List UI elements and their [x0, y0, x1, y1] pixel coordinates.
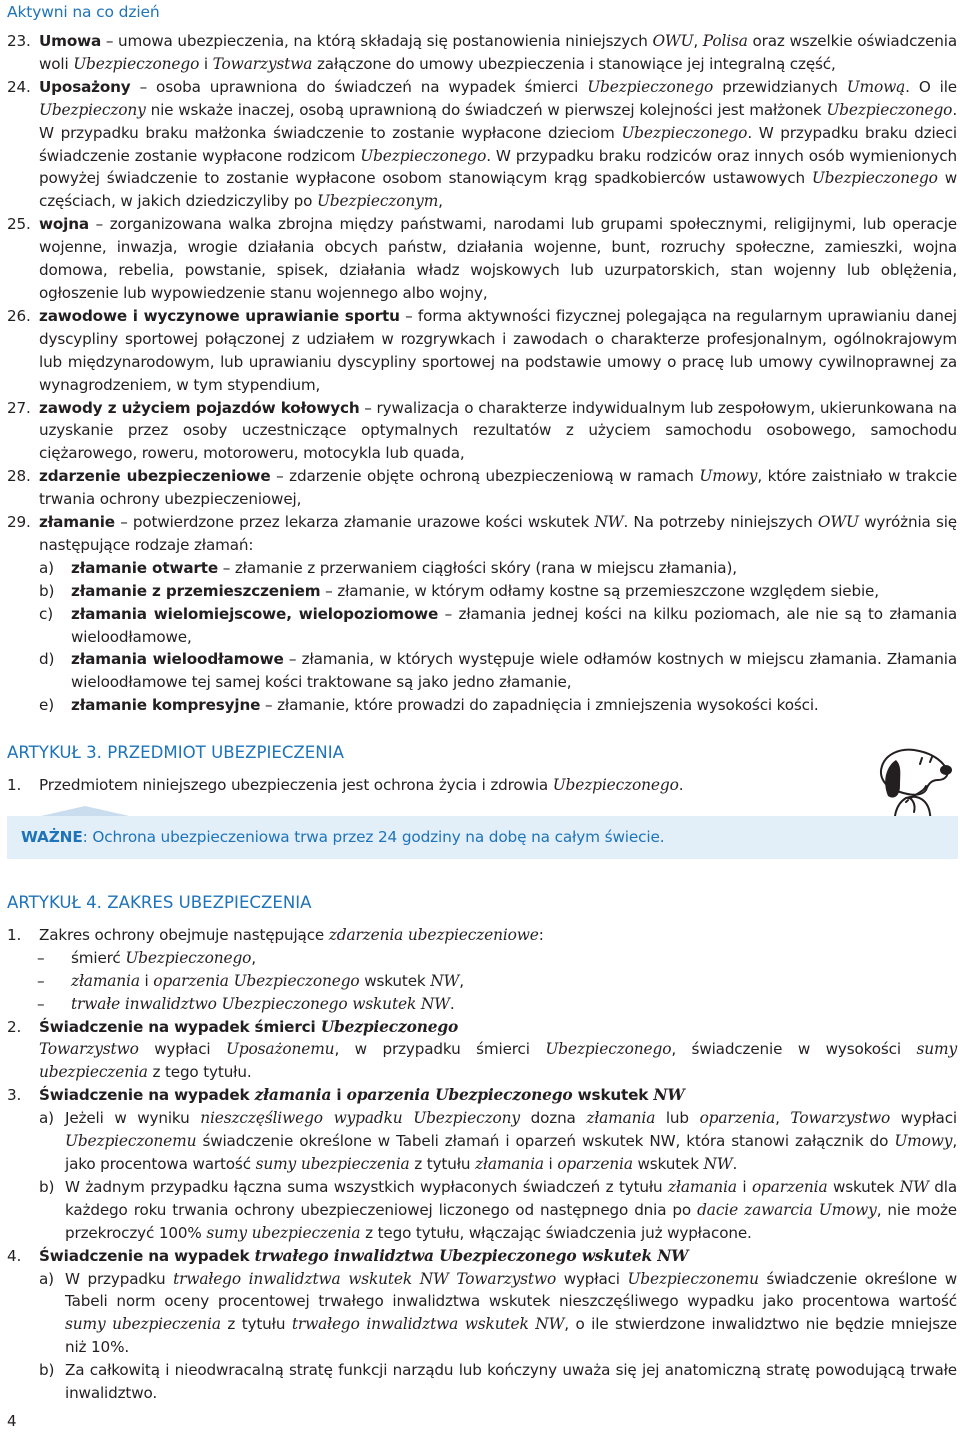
item-number: 27.	[7, 398, 31, 417]
important-label: WAŻNE	[21, 828, 83, 846]
paragraph-4-a: a) W przypadku trwałego inwalidztwa wskutek NW Towarzystwo wypłaci Ubezpieczonemu świadczenie określone w Tabeli norm oceny procentowej trwałego inwalidztwa wskutek nieszczęśliwego wypadku jako procentowa wartość sumy ubezpieczenia z tytułu trwałego inwalidztwa wskutek NW, o ile stwierdzone inwalidztwo nie będzie mniejsze niż 10%.	[39, 1269, 958, 1357]
note-pointer	[41, 806, 129, 816]
article-4-paragraph-4: 4. Świadczenie na wypadek trwałego inwalidztwa Ubezpieczonego wskutek NW	[7, 1246, 689, 1265]
fracture-type: e) złamanie kompresyjne – złamanie, które prowadzi do zapadnięcia i zmniejszenia wysokości kości.	[39, 696, 819, 715]
article-3-heading: ARTYKUŁ 3. PRZEDMIOT UBEZPIECZENIA	[7, 743, 344, 763]
paragraph-4-b: b) Za całkowitą i nieodwracalną stratę funkcji narządu lub kończyny uważa się jej anatomiczną stratę powodującą trwałe inwalidztwo.	[39, 1361, 957, 1403]
definition-26: 26. zawodowe i wyczynowe uprawianie sportu – forma aktywności fizycznej polegająca na regularnym uprawianiu danej dyscypliny sportowej połączonej z udziałem w rozgrywkach i zawodach o charakterze profesjonalnym, ogólnokrajowym lub międzynarodowym, lub uprawianiu dyscypliny sportowej na podstawie umowy o pracę lub umowy cywilnoprawnej za wynagrodzeniem, w tym stypendium,	[7, 306, 957, 394]
item-number: 28.	[7, 467, 31, 486]
page-number: 4	[7, 1412, 17, 1430]
term: złamanie	[39, 513, 115, 532]
article-4-heading: ARTYKUŁ 4. ZAKRES UBEZPIECZENIA	[7, 893, 312, 912]
definitions-list	[7, 30, 957, 797]
fracture-type: d) złamania wieloodłamowe – złamania, w których występuje wiele odłamów kostnych w miejscu złamania. Złamania wieloodłamowe tej samej kości traktowane są jako jedno złamanie,	[39, 650, 958, 692]
term: Uposażony	[39, 77, 131, 96]
term: Umowa	[39, 32, 102, 50]
article-4-paragraph-2: 2. Świadczenie na wypadek śmierci Ubezpieczonego Towarzystwo wypłaci Uposażonemu, w przypadku śmierci Ubezpieczonego, świadczenie w wysokości sumy ubezpieczenia z tego tytułu.	[7, 1017, 957, 1082]
scope-item: – złamania i oparzenia Ubezpieczonego wskutek NW,	[37, 971, 464, 990]
fracture-type: b) złamanie z przemieszczeniem – złamanie, w którym odłamy kostne są przemieszczone względem siebie,	[39, 581, 879, 600]
article-4-paragraph-1: 1. Zakres ochrony obejmuje następujące zdarzenia ubezpieczeniowe:	[7, 925, 544, 944]
item-number: 24.	[7, 77, 31, 96]
article-4	[7, 892, 957, 1405]
article-4-paragraph-3: 3. Świadczenie na wypadek złamania i oparzenia Ubezpieczonego wskutek NW	[7, 1086, 685, 1105]
term: zawody z użyciem pojazdów kołowych	[39, 398, 360, 417]
definition-27: 27. zawody z użyciem pojazdów kołowych – rywalizacja o charakterze indywidualnym lub zespołowym, ukierunkowana na uzyskanie przez osoby uczestniczące optymalnych rezultatów z użyciem samochodu osobowego, samochodu ciężarowego, roweru, motoroweru, motocykla lub quada,	[7, 398, 957, 463]
fracture-type: a) złamanie otwarte – złamanie z przerwaniem ciągłości skóry (rana w miejscu złamania),	[39, 558, 737, 577]
term: wojna	[39, 215, 89, 234]
definition-28: 28. zdarzenie ubezpieczeniowe – zdarzenie objęte ochroną ubezpieczeniową w ramach Umowy, które zaistniało w trakcie trwania ochrony ubezpieczeniowej,	[7, 467, 958, 509]
definition-24: 24. Uposażony – osoba uprawniona do świadczeń na wypadek śmierci Ubezpieczonego przewidzianych Umową. O ile Ubezpieczony nie wskaże inaczej, osobą uprawnioną do świadczeń w pierwszej kolejności jest małżonek Ubezpieczonego. W przypadku braku małżonka świadczenie to zostanie wypłacone dzieciom Ubezpieczonego. W przypadku braku dzieci świadczenie zostanie wypłacone rodzicom Ubezpieczonego. W przypadku braku rodziców oraz innych osób wymienionych powyżej świadczenie to zostanie wypłacone osobom stanowiącym krąg spadkobierców ustawowych Ubezpieczonego w częściach, w jakich dziedziczyliby po Ubezpieczonym,	[7, 77, 958, 211]
definition-29: 29. złamanie – potwierdzone przez lekarza złamanie urazowe kości wskutek NW. Na potrzeby niniejszych OWU wyróżnia się następujące rodzaje złamań:	[7, 513, 957, 554]
important-text: : Ochrona ubezpieczeniowa trwa przez 24 godziny na dobę na całym świecie.	[82, 828, 665, 846]
snoopy-nose	[940, 765, 952, 775]
paragraph-3-a: a) Jeżeli w wyniku nieszczęśliwego wypadku Ubezpieczony dozna złamania lub oparzenia, Towarzystwo wypłaci Ubezpieczonemu świadczenie określone w Tabeli złamań i oparzeń wskutek NW, która stanowi załącznik do Umowy, jako procentowa wartość sumy ubezpieczenia z tytułu złamania i oparzenia wskutek NW.	[39, 1109, 957, 1173]
definition-25: 25. wojna – zorganizowana walka zbrojna między państwami, narodami lub grupami społecznymi, religijnymi, lub operacje wojenne, inwazja, wrogie działania obcych państw, działania wojenne, bunt, rozruchy społeczne, zamieszki, wojna domowa, rebelia, powstanie, spisek, działania władz wojskowych lub uzurpatorskich, stan wojenny lub oblężenia, ogłoszenie lub wypowiedzenie stanu wojennego albo wojny,	[7, 215, 957, 302]
item-number: 29.	[7, 513, 31, 532]
scope-item: – śmierć Ubezpieczonego,	[37, 948, 256, 967]
definition-23: 23. Umowa – umowa ubezpieczenia, na którą składają się postanowienia niniejszych OWU, Polisa oraz wszelkie oświadczenia woli Ubezpieczonego i Towarzystwa załączone do umowy ubezpieczenia i stanowiące jej integralną część,	[7, 32, 958, 73]
term: zawodowe i wyczynowe uprawianie sportu	[39, 306, 400, 325]
item-number: 26.	[7, 306, 31, 325]
item-number: 25.	[7, 215, 31, 234]
fracture-type: c) złamania wielomiejscowe, wielopoziomowe – złamania jednej kości na kilku poziomach, ale nie są to złamania wieloodłamowe,	[39, 604, 958, 646]
term: zdarzenie ubezpieczeniowe	[39, 467, 271, 486]
running-header: Aktywni na co dzień	[7, 3, 160, 21]
article-3-paragraph-1: 1. Przedmiotem niniejszego ubezpieczenia jest ochrona życia i zdrowia Ubezpieczonego.	[7, 776, 684, 795]
important-note	[7, 816, 958, 859]
scope-item: – trwałe inwalidztwo Ubezpieczonego wskutek NW.	[37, 994, 455, 1013]
paragraph-3-b: b) W żadnym przypadku łączna suma wszystkich wypłaconych świadczeń z tytułu złamania i oparzenia wskutek NW dla każdego roku trwania ochrony ubezpieczeniowej liczonego od następnego dnia po dacie zawarcia Umowy, nie może przekroczyć 100% sumy ubezpieczenia z tego tytułu, włączając świadczenia już wypłacone.	[39, 1177, 958, 1242]
item-number: 23.	[7, 32, 31, 50]
